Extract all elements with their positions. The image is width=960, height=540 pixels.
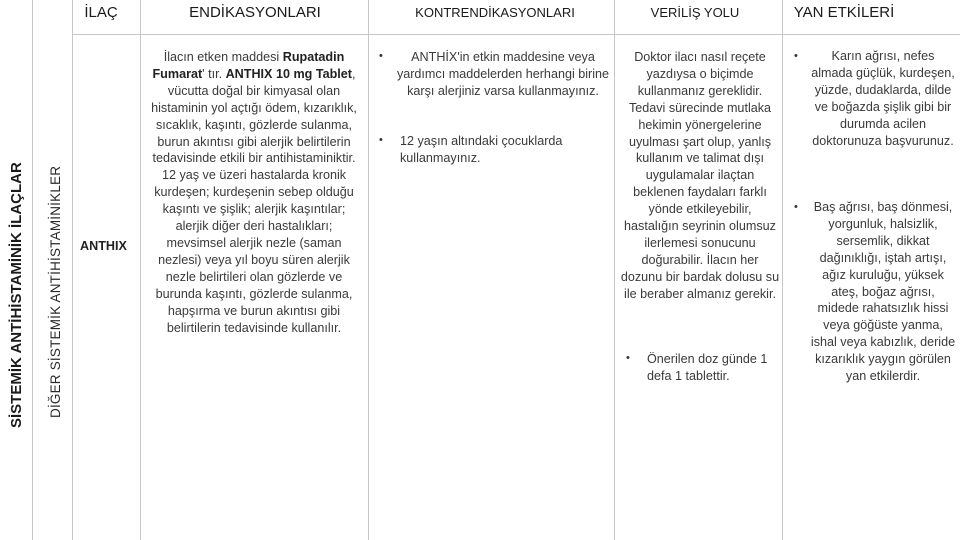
drug-name: ANTHIX	[80, 239, 127, 253]
indications-body2: 12 yaş ve üzeri hastalarda kronik kurdeşen; kurdeşenin sebep olduğu kaşıntı ve şişlik; alerjik kaşıntılar; alerjik diğer deri hastalıkları; mevsimsel alerjik nezle (saman nezlesi) veya yıl boyu süren alerjik nezle belirtileri olan gözlerde ve burunda kaşıntı, gözlerde sulanma, hapşırma ve burun akıntısı gibi belirtilerin tedavisinde kullanılır.	[154, 168, 354, 335]
bullet-icon: •	[794, 50, 798, 62]
grid-line-1	[32, 0, 33, 540]
bullet-icon: •	[379, 134, 383, 146]
header-side-effects: YAN ETKİLERİ	[793, 4, 895, 21]
indications-cell	[145, 49, 363, 336]
dosage-bullet: Önerilen doz günde 1 defa 1 tablettir.	[647, 352, 768, 383]
header-dosage: VERİLİŞ YOLU	[650, 5, 740, 20]
vertical-main-label: SİSTEMİK ANTİHİSTAMİNİK İLAÇLAR	[8, 162, 25, 428]
indications-lead2: ' tır.	[202, 66, 226, 81]
indications-body: , vücutta doğal bir kimyasal olan histaminin yol açtığı ödem, kızarıklık, sıcaklık, kaşıntı, gözlerde sulanma, burun akıntısı gibi alerjik belirtilerin tedavisinde etkili bir antihistaminiktir.	[151, 66, 357, 166]
contraindication-item: 12 yaşın altındaki çocuklarda kullanmayınız.	[400, 134, 563, 165]
indications-lead: İlacın etken maddesi	[163, 50, 283, 64]
grid-line-3	[140, 0, 141, 540]
bullet-icon: •	[379, 50, 383, 62]
header-contraindications: KONTRENDİKASYONLARI	[415, 5, 575, 20]
header-divider	[72, 34, 960, 35]
grid-line-6	[782, 0, 783, 540]
bullet-icon: •	[794, 201, 798, 213]
indications-brand: ANTHIX 10 mg Tablet	[225, 66, 353, 81]
grid-line-4	[368, 0, 369, 540]
grid-line-5	[614, 0, 615, 540]
contraindication-item: ANTHİX'in etkin maddesine veya yardımcı maddelerden herhangi birine karşı alerjiniz varsa kullanmayınız.	[396, 50, 610, 98]
bullet-icon: •	[626, 352, 630, 364]
vertical-sub-label: DİĞER SİSTEMİK ANTİHİSTAMİNİKLER	[48, 165, 63, 418]
dosage-text: Doktor ilacı nasıl reçete yazdıysa o biçimde kullanmanız gereklidir. Tedavi sürecinde mutlaka hekimin yönergelerine uyulması şart olup, yanlış kullanım ve talimat dışı uygulamalar ilaçtan beklenen faydaları farklı yönde etkileyebilir, hastalığın seyrinin olumsuz ilerlemesi sonucunu doğurabilir. İlacın her dozunu bir bardak dolusu su ile beraber almanız gerekir.	[620, 50, 780, 301]
grid-line-2	[72, 0, 73, 540]
header-drug: İLAÇ	[84, 4, 118, 21]
side-effect-item: Baş ağrısı, baş dönmesi, yorgunluk, halsizlik, sersemlik, dikkat dağınıklığı, iştah artışı, ağız kuruluğu, yüksek ateş, boğaz ağrısı, midede rahatsızlık hissi veya göğüste yanma, ishal veya kabızlık, deride kızarıklık yaygın görülen yan etkilerdir.	[810, 200, 956, 384]
indications-active: Rupatadin Fumarat	[152, 50, 345, 81]
side-effect-item: Karın ağrısı, nefes almada güçlük, kurdeşen, yüzde, dudaklarda, dilde ve boğazda şişlik gibi bir durumda acilen doktorunuza başvurunuz.	[811, 49, 955, 148]
header-indications: ENDİKASYONLARI	[189, 4, 321, 21]
